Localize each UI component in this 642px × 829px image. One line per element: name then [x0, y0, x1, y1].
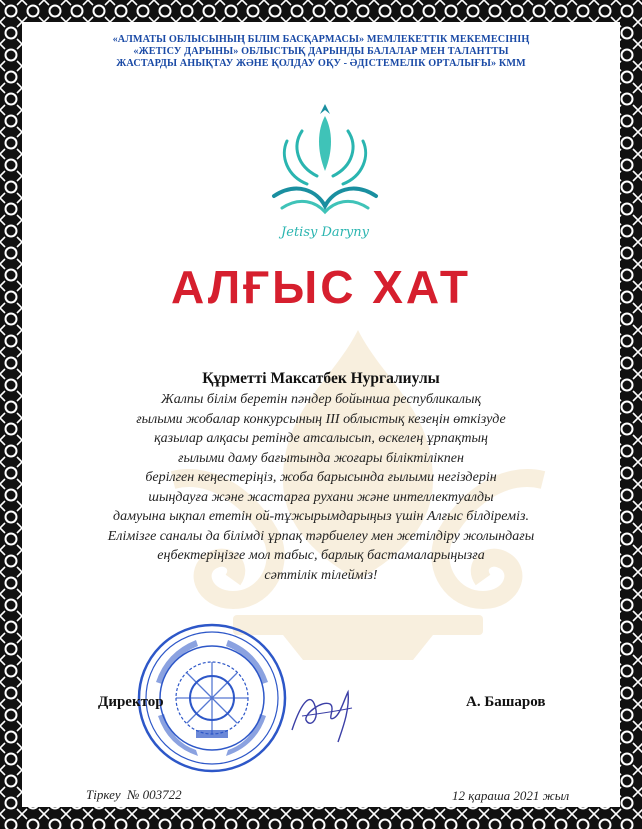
logo-text: Jetisy Daryny [281, 225, 369, 240]
body-line: дамуына ықпал ететін ой-тұжырымдарыңыз үшін Алғыс білдіреміз. [113, 509, 529, 524]
registration-number: Тіркеу № 003722 [86, 787, 182, 802]
body-line: шыңдауға және жастарға рухани және интеллектуалды [148, 489, 494, 505]
signer-name: А. Башаров [466, 694, 546, 710]
organization-line-1: «АЛМАТЫ ОБЛЫСЫНЫҢ БІЛІМ БАСҚАРМАСЫ» МЕМЛЕКЕТТІК МЕКЕМЕСІНІҢ [112, 34, 530, 45]
organization-header [38, 34, 604, 70]
organization-line-3: ЖАСТАРДЫ АНЫҚТАУ ЖӘНЕ ҚОЛДАУ ОҚУ - ӘДІСТЕМЕЛІК ОРТАЛЫҒЫ» КММ [116, 58, 526, 69]
issue-date: 12 қараша 2021 жыл [452, 788, 570, 803]
body-line: қазылар алқасы ретінде атсалысып, өскелең ұрпақтың [154, 431, 488, 446]
jetisu-daryny-logo-icon [262, 96, 388, 246]
body-line: Жалпы білім беретін пәндер бойынша республикалық [160, 392, 482, 407]
certificate-body [58, 390, 584, 585]
body-line: сәттілік тілейміз! [264, 567, 378, 583]
body-line: берілген кеңестеріңіз, жоба барысында ғылыми негіздерін [145, 470, 497, 485]
director-label: Директор [98, 694, 164, 710]
certificate-title: АЛҒЫС ХАТ [171, 261, 471, 313]
handwritten-signature [282, 670, 362, 750]
recipient-name: Құрметті Максатбек Нургалиулы [202, 370, 440, 387]
body-line: ғылыми жобалар конкурсының III облыстық кезеңін өткізуде [136, 411, 506, 427]
body-line: Елімізге саналы да білімді ұрпақ тәрбиелеу мен жетілдіру жолындағы [107, 528, 535, 544]
organization-line-2: «ЖЕТІСУ ДАРЫНЫ» ОБЛЫСТЫҚ ДАРЫНДЫ БАЛАЛАР МЕН ТАЛАНТТЫ [133, 46, 509, 57]
body-line: еңбектеріңізге мол табыс, барлық бастамаларыңызға [157, 548, 485, 563]
body-line: ғылыми даму бағытында жоғары біліктілікпен [178, 450, 464, 466]
certificate-content [38, 30, 604, 810]
